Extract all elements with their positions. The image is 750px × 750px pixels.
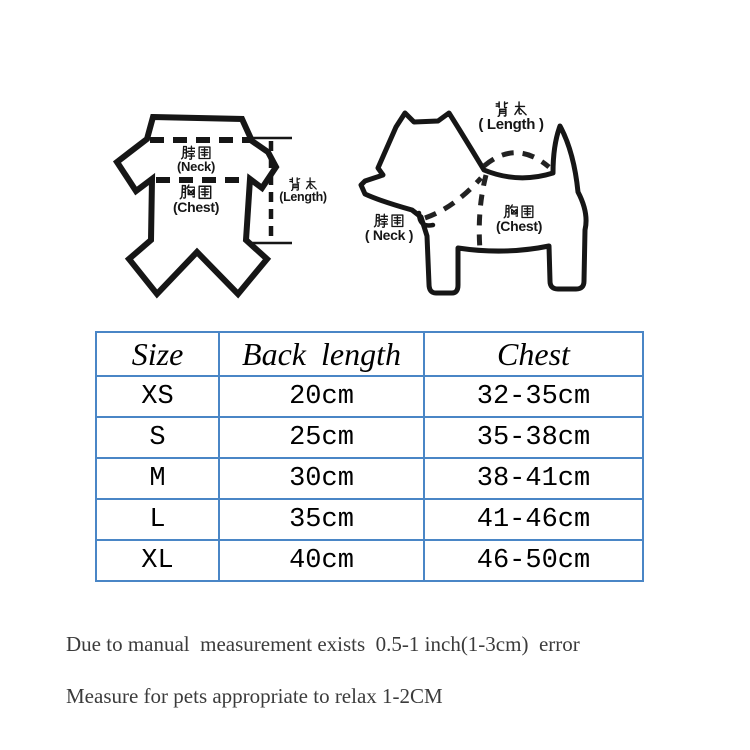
garment-length-label-en: (Length) bbox=[279, 190, 327, 204]
dog-length-label-cn bbox=[494, 101, 528, 117]
garment-neck-label-cn bbox=[180, 145, 212, 160]
cjk-glyph bbox=[373, 213, 388, 228]
chest-cell: 32-35cm bbox=[424, 376, 643, 417]
dog-neck-label-cn bbox=[373, 213, 405, 228]
cjk-glyph bbox=[494, 101, 510, 117]
dog-neck-dashed-line bbox=[425, 178, 481, 218]
cjk-glyph bbox=[197, 184, 213, 200]
size-cell: S bbox=[96, 417, 219, 458]
back-length-cell: 25cm bbox=[219, 417, 424, 458]
dog-length-label bbox=[478, 101, 543, 133]
size-cell: XL bbox=[96, 540, 219, 581]
size-table-body bbox=[96, 376, 643, 581]
chest-cell: 38-41cm bbox=[424, 458, 643, 499]
size-table-header-2: Chest bbox=[424, 332, 643, 376]
cjk-glyph bbox=[179, 184, 195, 200]
dog-neck-label-en: ( Neck ) bbox=[364, 227, 414, 243]
chest-cell: 41-46cm bbox=[424, 499, 643, 540]
dog-chest-label bbox=[496, 204, 542, 234]
table-row bbox=[96, 499, 643, 540]
note-relax-allowance: Measure for pets appropriate to relax 1-2CM bbox=[66, 684, 443, 708]
dog-chest-label-en: (Chest) bbox=[495, 218, 543, 234]
chest-cell: 35-38cm bbox=[424, 417, 643, 458]
table-row bbox=[96, 540, 643, 581]
dog-outline bbox=[361, 113, 586, 293]
size-table-header-0: Size bbox=[96, 332, 219, 376]
garment-chest-label-en: (Chest) bbox=[172, 199, 220, 215]
cjk-glyph bbox=[390, 213, 405, 228]
cjk-glyph bbox=[503, 204, 518, 219]
note-measurement-error: Due to manual measurement exists 0.5-1 inch(1-3cm) error bbox=[66, 632, 580, 656]
cjk-glyph bbox=[180, 145, 195, 160]
size-cell: XS bbox=[96, 376, 219, 417]
garment-length-label-cn bbox=[288, 177, 318, 191]
cjk-glyph bbox=[304, 177, 318, 191]
dog-neck-label bbox=[365, 213, 413, 243]
back-length-cell: 20cm bbox=[219, 376, 424, 417]
dog-chest-label-cn bbox=[503, 204, 535, 219]
size-chart-table bbox=[95, 331, 644, 582]
table-row bbox=[96, 376, 643, 417]
garment-neck-label-en: (Neck) bbox=[177, 159, 215, 174]
garment-chest-label bbox=[173, 184, 219, 215]
size-cell: L bbox=[96, 499, 219, 540]
cjk-glyph bbox=[512, 101, 528, 117]
table-row bbox=[96, 458, 643, 499]
size-table-header-row bbox=[96, 332, 643, 376]
cjk-glyph bbox=[288, 177, 302, 191]
back-length-cell: 40cm bbox=[219, 540, 424, 581]
back-length-cell: 35cm bbox=[219, 499, 424, 540]
chest-cell: 46-50cm bbox=[424, 540, 643, 581]
table-row bbox=[96, 417, 643, 458]
size-table-header-1: Back length bbox=[219, 332, 424, 376]
dog-back-length-dashed-line bbox=[484, 153, 549, 167]
cjk-glyph bbox=[197, 145, 212, 160]
dog-chest-dashed-line bbox=[479, 175, 486, 250]
dog-length-label-en: ( Length ) bbox=[478, 116, 544, 133]
cjk-glyph bbox=[520, 204, 535, 219]
back-length-cell: 30cm bbox=[219, 458, 424, 499]
garment-length-label bbox=[279, 177, 327, 204]
garment-neck-label bbox=[177, 145, 215, 174]
size-cell: M bbox=[96, 458, 219, 499]
garment-chest-label-cn bbox=[179, 184, 213, 200]
